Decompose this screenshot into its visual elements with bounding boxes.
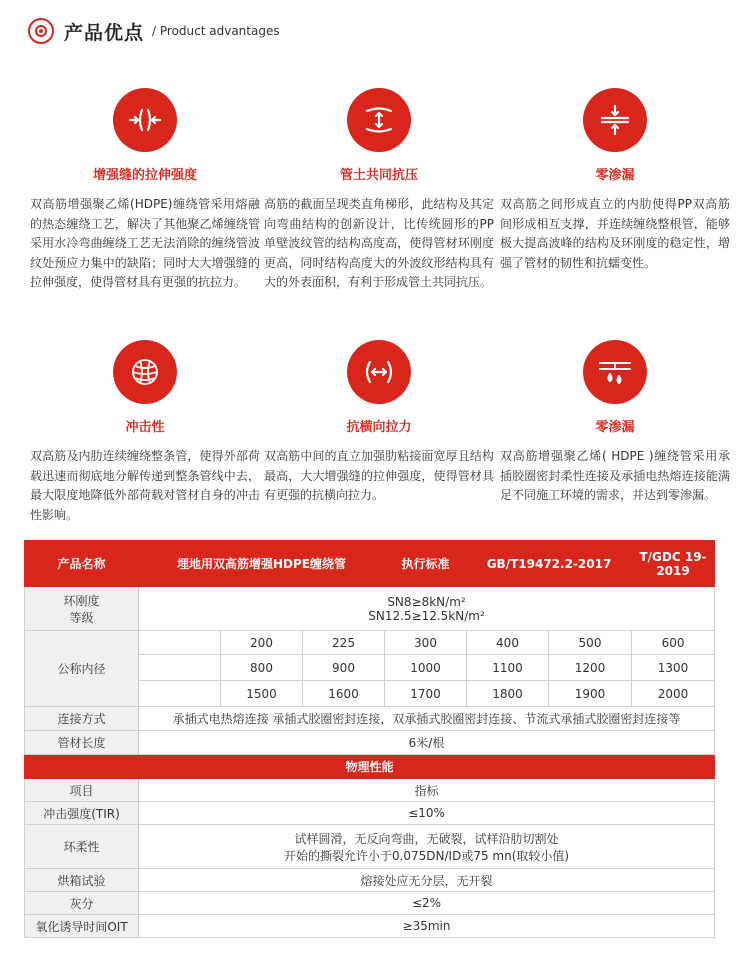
diameter-cell: 1100 bbox=[467, 655, 549, 681]
advantage-card-5 bbox=[264, 340, 494, 506]
diameter-cell: 1600 bbox=[303, 681, 385, 707]
length-label: 管材长度 bbox=[25, 731, 139, 755]
physical-section-row bbox=[25, 755, 715, 779]
table-row bbox=[25, 779, 715, 802]
physical-section-title: 物理性能 bbox=[25, 755, 715, 779]
advantage-desc: 双高筋之间形成直立的内肋使得PP双高筋间形成相互支撑，并连续缠绕整根管，能够极大提高波峰的结构及环刚度的稳定性，增强了管材的韧性和抗蠕变性。 bbox=[500, 197, 730, 270]
pressure-arc-icon bbox=[347, 88, 411, 152]
header-product-value: 埋地用双高筋增强HDPE缠绕管 bbox=[139, 541, 385, 587]
advantage-name: 抗横向拉力 bbox=[346, 420, 412, 435]
advantage-card-2 bbox=[264, 88, 494, 293]
diameter-cell: 1800 bbox=[467, 681, 549, 707]
advantage-card-6 bbox=[500, 340, 730, 506]
diameter-cell: 200 bbox=[221, 631, 303, 655]
table-row bbox=[25, 892, 715, 915]
diameter-label: 公称内径 bbox=[25, 631, 139, 707]
impact-value: ≤10% bbox=[139, 802, 715, 825]
ash-label: 灰分 bbox=[25, 892, 139, 915]
connection-label: 连接方式 bbox=[25, 707, 139, 731]
advantage-name: 管土共同抗压 bbox=[339, 168, 418, 183]
connection-value: 承插式电热熔连接 承插式胶圈密封连接，双承插式胶圈密封连接、节流式承插式胶圈密封连接等 bbox=[139, 707, 715, 731]
table-row bbox=[25, 587, 715, 631]
header-standard-gb: GB/T19472.2-2017 bbox=[467, 541, 632, 587]
advantage-card-1 bbox=[30, 88, 260, 293]
oit-value: ≥35min bbox=[139, 915, 715, 938]
section-subtitle: / Product advantages bbox=[152, 24, 280, 38]
table-row bbox=[25, 707, 715, 731]
advantage-desc: 高筋的截面呈现类直角梯形，此结构及其定向弯曲结构的创新设计，比传统圆形的PP单壁波纹管的结构高度高，使得管材环刚度更高，同时结构高度大的外波纹形结构具有大的外表面积，有利于形成管土共同抗压。 bbox=[264, 197, 494, 289]
diameter-cell: 900 bbox=[303, 655, 385, 681]
ash-value: ≤2% bbox=[139, 892, 715, 915]
diameter-cell: 800 bbox=[221, 655, 303, 681]
table-row bbox=[25, 802, 715, 825]
advantage-desc: 双高筋中间的直立加强肋粘接面宽厚且结构最高，大大增强缝的拉伸强度，使得管材具有更强的抗横向拉力。 bbox=[264, 449, 494, 502]
section-header bbox=[28, 14, 280, 48]
header-product-name: 产品名称 bbox=[25, 541, 139, 587]
indicator-header: 指标 bbox=[139, 779, 715, 802]
table-row bbox=[25, 869, 715, 892]
ring-stiffness-label: 环刚度 等级 bbox=[25, 587, 139, 631]
table-row bbox=[25, 631, 715, 655]
horizontal-arrows-icon bbox=[347, 340, 411, 404]
flex-value: 试样圆滑，无反向弯曲，无破裂，试样沿肋切割处 开始的撕裂允许小于0.075DN/ID或75 mn(取较小值) bbox=[139, 825, 715, 869]
item-header: 项目 bbox=[25, 779, 139, 802]
flex-label: 环柔性 bbox=[25, 825, 139, 869]
diameter-cell: 300 bbox=[385, 631, 467, 655]
advantage-card-3 bbox=[500, 88, 730, 273]
diameter-cell: 1700 bbox=[385, 681, 467, 707]
diameter-cell: 2000 bbox=[632, 681, 715, 707]
press-down-icon bbox=[583, 88, 647, 152]
oven-value: 熔接处应无分层，无开裂 bbox=[139, 869, 715, 892]
advantage-card-4 bbox=[30, 340, 260, 525]
oit-label: 氧化诱导时间OIT bbox=[25, 915, 139, 938]
diameter-cell: 225 bbox=[303, 631, 385, 655]
table-header-row bbox=[25, 541, 715, 587]
header-standard-tgdc: T/GDC 19-2019 bbox=[632, 541, 715, 587]
section-title: 产品优点 bbox=[64, 21, 145, 44]
brand-logo-icon bbox=[28, 18, 54, 44]
compress-arrows-icon bbox=[113, 88, 177, 152]
diameter-cell: 1000 bbox=[385, 655, 467, 681]
diameter-cell: 1300 bbox=[632, 655, 715, 681]
impact-label: 冲击强度(TIR) bbox=[25, 802, 139, 825]
ring-stiffness-value: SN8≥8kN/m² SN12.5≥12.5kN/m² bbox=[139, 587, 715, 631]
diameter-cell: 1900 bbox=[549, 681, 632, 707]
header-standard-label: 执行标准 bbox=[385, 541, 467, 587]
advantage-name: 零渗漏 bbox=[595, 168, 635, 183]
diameter-cell: 1200 bbox=[549, 655, 632, 681]
diameter-cell: 400 bbox=[467, 631, 549, 655]
diameter-cell: 1500 bbox=[221, 681, 303, 707]
advantage-desc: 双高筋增强聚乙烯(HDPE)缠绕管采用熔融的热态缠绕工艺，解决了其他聚乙烯缠绕管采用水冷弯曲缠绕工艺无法消除的缠绕管波纹处预应力集中的缺陷；同时大大增强缝的拉伸强度，使得管材具有更强的抗拉力。 bbox=[30, 197, 260, 289]
pipe-drops-icon bbox=[583, 340, 647, 404]
table-row bbox=[25, 731, 715, 755]
advantage-name: 冲击性 bbox=[125, 420, 165, 435]
spec-table bbox=[24, 540, 714, 938]
table-row bbox=[25, 915, 715, 938]
diameter-cell: 600 bbox=[632, 631, 715, 655]
table-row bbox=[25, 825, 715, 869]
oven-label: 烘箱试验 bbox=[25, 869, 139, 892]
advantage-desc: 双高筋增强聚乙烯( HDPE )缠绕管采用承插胶圈密封柔性连接及承插电热熔连接能满足不同施工环境的需求，并达到零渗漏。 bbox=[500, 449, 730, 502]
advantage-desc: 双高筋及内肋连续缠绕整条管，使得外部荷载迅速而彻底地分解传递到整条管线中去，最大限度地降低外部荷载对管材自身的冲击性影响。 bbox=[30, 449, 260, 522]
mesh-ball-icon bbox=[113, 340, 177, 404]
diameter-cell: 500 bbox=[549, 631, 632, 655]
length-value: 6米/根 bbox=[139, 731, 715, 755]
advantage-name: 零渗漏 bbox=[595, 420, 635, 435]
advantage-name: 增强缝的拉伸强度 bbox=[92, 168, 197, 183]
